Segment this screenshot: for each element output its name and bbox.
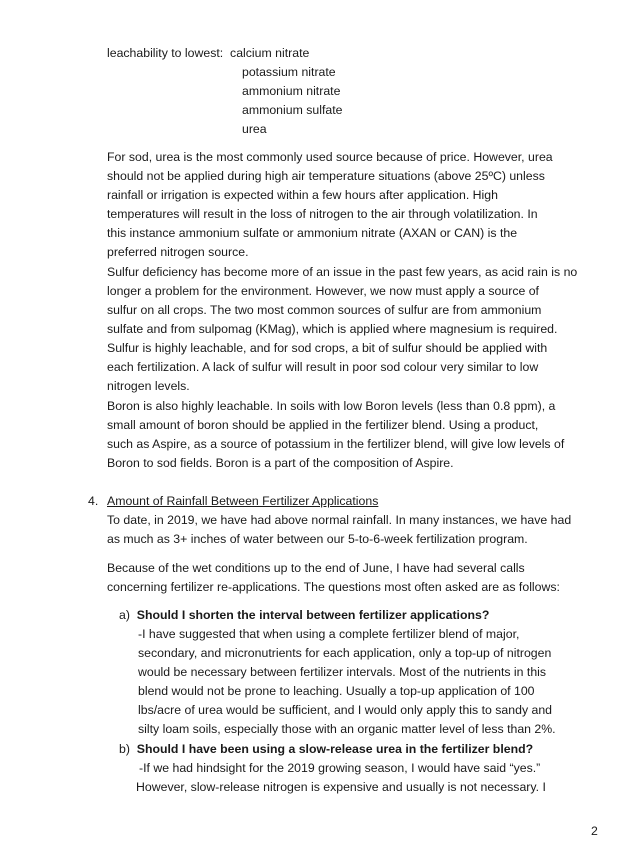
- answer-line: silty loam soils, especially those with an organic matter level of less than 2%.: [138, 722, 556, 736]
- answer-line: However, slow-release nitrogen is expensive and usually is not necessary. I: [136, 780, 546, 794]
- paragraph-sod: [107, 148, 553, 262]
- paragraph-line: To date, in 2019, we have had above normal rainfall. In many instances, we have had: [107, 513, 572, 527]
- answer-line: secondary, and micronutrients for each application, only a top-up of nitrogen: [138, 646, 552, 660]
- question-label: a): [119, 608, 130, 622]
- paragraph-line: sulfur on all crops. The two most common sources of sulfur are from ammonium: [107, 303, 542, 317]
- paragraph-line: Boron to sod fields. Boron is a part of the composition of Aspire.: [107, 456, 454, 470]
- paragraph-boron: [107, 397, 564, 473]
- question-text: Should I shorten the interval between fertilizer applications?: [136, 608, 490, 622]
- answer-line: would be necessary between fertilizer intervals. Most of the nutrients in this: [138, 665, 547, 679]
- leachability-item: calcium nitrate: [230, 46, 310, 60]
- paragraph-line: concerning fertilizer re-applications. The questions most often asked are as follows:: [107, 580, 560, 594]
- section-4-paragraph: [107, 511, 571, 549]
- paragraph-line: this instance ammonium sulfate or ammonium nitrate (AXAN or CAN) is the: [107, 226, 518, 240]
- paragraph-line: temperatures will result in the loss of nitrogen to the air through volatilization. In: [107, 207, 538, 221]
- paragraph-sulfur: [107, 263, 577, 396]
- answer-b: [136, 759, 546, 797]
- section-4-paragraph: [107, 559, 560, 597]
- leachability-item: ammonium sulfate: [242, 103, 343, 117]
- paragraph-line: Boron is also highly leachable. In soils with low Boron levels (less than 0.8 ppm), a: [107, 399, 556, 413]
- leachability-item: ammonium nitrate: [242, 84, 341, 98]
- answer-line: -If we had hindsight for the 2019 growing season, I would have said “yes.”: [139, 761, 541, 775]
- section-number: 4.: [88, 494, 99, 508]
- paragraph-line: rainfall or irrigation is expected within a few hours after application. High: [107, 188, 498, 202]
- answer-line: blend would not be prone to leaching. Usually a top-up application of 100: [138, 684, 535, 698]
- page-number: 2: [591, 824, 598, 838]
- leachability-list: [107, 44, 342, 139]
- paragraph-line: Sulfur is highly leachable, and for sod crops, a bit of sulfur should be applied with: [107, 341, 548, 355]
- question-a: [119, 606, 489, 625]
- answer-line: -I have suggested that when using a complete fertilizer blend of major,: [138, 627, 520, 641]
- answer-a: [138, 625, 556, 739]
- leachability-item: potassium nitrate: [242, 65, 336, 79]
- question-b: [119, 740, 533, 759]
- paragraph-line: For sod, urea is the most commonly used source because of price. However, urea: [107, 150, 553, 164]
- paragraph-line: Because of the wet conditions up to the end of June, I have had several calls: [107, 561, 525, 575]
- leachability-intro: leachability to lowest:: [107, 46, 224, 60]
- paragraph-line: small amount of boron should be applied in the fertilizer blend. Using a product,: [107, 418, 539, 432]
- paragraph-line: preferred nitrogen source.: [107, 245, 249, 259]
- paragraph-line: longer a problem for the environment. However, we now must apply a source of: [107, 284, 539, 298]
- answer-line: lbs/acre of urea would be sufficient, and I would only apply this to sandy and: [138, 703, 553, 717]
- paragraph-line: Sulfur deficiency has become more of an issue in the past few years, as acid rain is no: [107, 265, 578, 279]
- paragraph-line: should not be applied during high air temperature situations (above 25ºC) unless: [107, 169, 545, 183]
- section-4-heading: [88, 492, 379, 511]
- paragraph-line: each fertilization. A lack of sulfur will result in poor sod colour very similar to low: [107, 360, 539, 374]
- paragraph-line: as much as 3+ inches of water between our 5-to-6-week fertilization program.: [107, 532, 528, 546]
- question-label: b): [119, 742, 130, 756]
- paragraph-line: such as Aspire, as a source of potassium in the fertilizer blend, will give low levels of: [107, 437, 565, 451]
- question-text: Should I have been using a slow-release urea in the fertilizer blend?: [136, 742, 534, 756]
- paragraph-line: nitrogen levels.: [107, 379, 190, 393]
- section-title: Amount of Rainfall Between Fertilizer Applications: [107, 494, 379, 508]
- paragraph-line: sulfate and from sulpomag (KMag), which is applied where magnesium is required.: [107, 322, 558, 336]
- leachability-item: urea: [242, 122, 267, 136]
